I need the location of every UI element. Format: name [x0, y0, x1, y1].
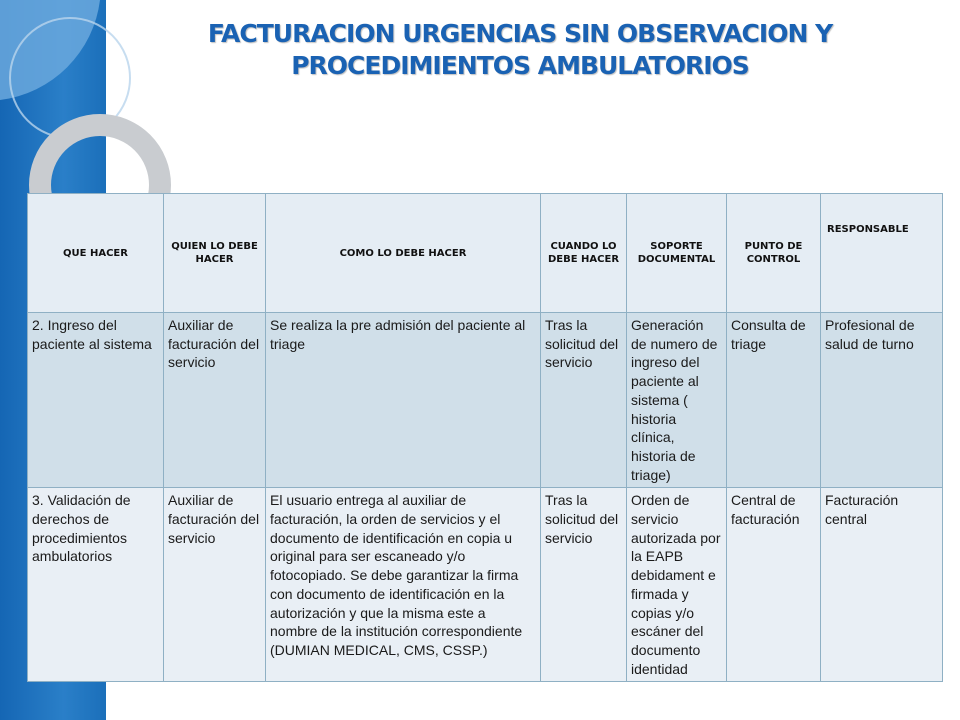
header-cuando: CUANDO LO DEBE HACER	[541, 194, 627, 313]
title-line-2: PROCEDIMIENTOS AMBULATORIOS	[291, 51, 749, 80]
header-punto-control: PUNTO DE CONTROL	[727, 194, 821, 313]
title-line-1: FACTURACION URGENCIAS SIN OBSERVACION Y	[207, 19, 833, 48]
cell-que-hacer: 3. Validación de derechos de procedimientos ambulatorios	[28, 488, 164, 682]
cell-cuando: Tras la solicitud del servicio	[541, 488, 627, 682]
header-que-hacer: QUE HACER	[28, 194, 164, 313]
cell-punto-control: Central de facturación	[727, 488, 821, 682]
cell-soporte: Orden de servicio autorizada por la EAPB debidament e firmada y copias y/o escáner del documento identidad	[627, 488, 727, 682]
table-row	[28, 313, 943, 488]
header-quien: QUIEN LO DEBE HACER	[164, 194, 266, 313]
header-como: COMO LO DEBE HACER	[266, 194, 541, 313]
procedure-table	[27, 193, 943, 682]
cell-responsable: Facturación central	[821, 488, 943, 682]
deco-quarter-disc	[0, 0, 100, 100]
cell-cuando: Tras la solicitud del servicio	[541, 313, 627, 488]
cell-punto-control: Consulta de triage	[727, 313, 821, 488]
cell-quien: Auxiliar de facturación del servicio	[164, 488, 266, 682]
table-header-row	[28, 194, 943, 313]
cell-responsable: Profesional de salud de turno	[821, 313, 943, 488]
cell-como: El usuario entrega al auxiliar de facturación, la orden de servicios y el documento de identificación en copia u original para ser escaneado y/o fotocopiado. Se debe garantizar la firma con documento de identificación en la autorización y que la misma este a nombre de la institución correspondiente (DUMIAN MEDICAL, CMS, CSSP.)	[266, 488, 541, 682]
cell-soporte: Generación de numero de ingreso del paciente al sistema ( historia clínica, historia de triage)	[627, 313, 727, 488]
page-title	[120, 18, 920, 82]
cell-que-hacer: 2. Ingreso del paciente al sistema	[28, 313, 164, 488]
cell-como: Se realiza la pre admisión del paciente al triage	[266, 313, 541, 488]
header-soporte: SOPORTE DOCUMENTAL	[627, 194, 727, 313]
table-row	[28, 488, 943, 682]
header-responsable: RESPONSABLE	[821, 194, 943, 313]
cell-quien: Auxiliar de facturación del servicio	[164, 313, 266, 488]
